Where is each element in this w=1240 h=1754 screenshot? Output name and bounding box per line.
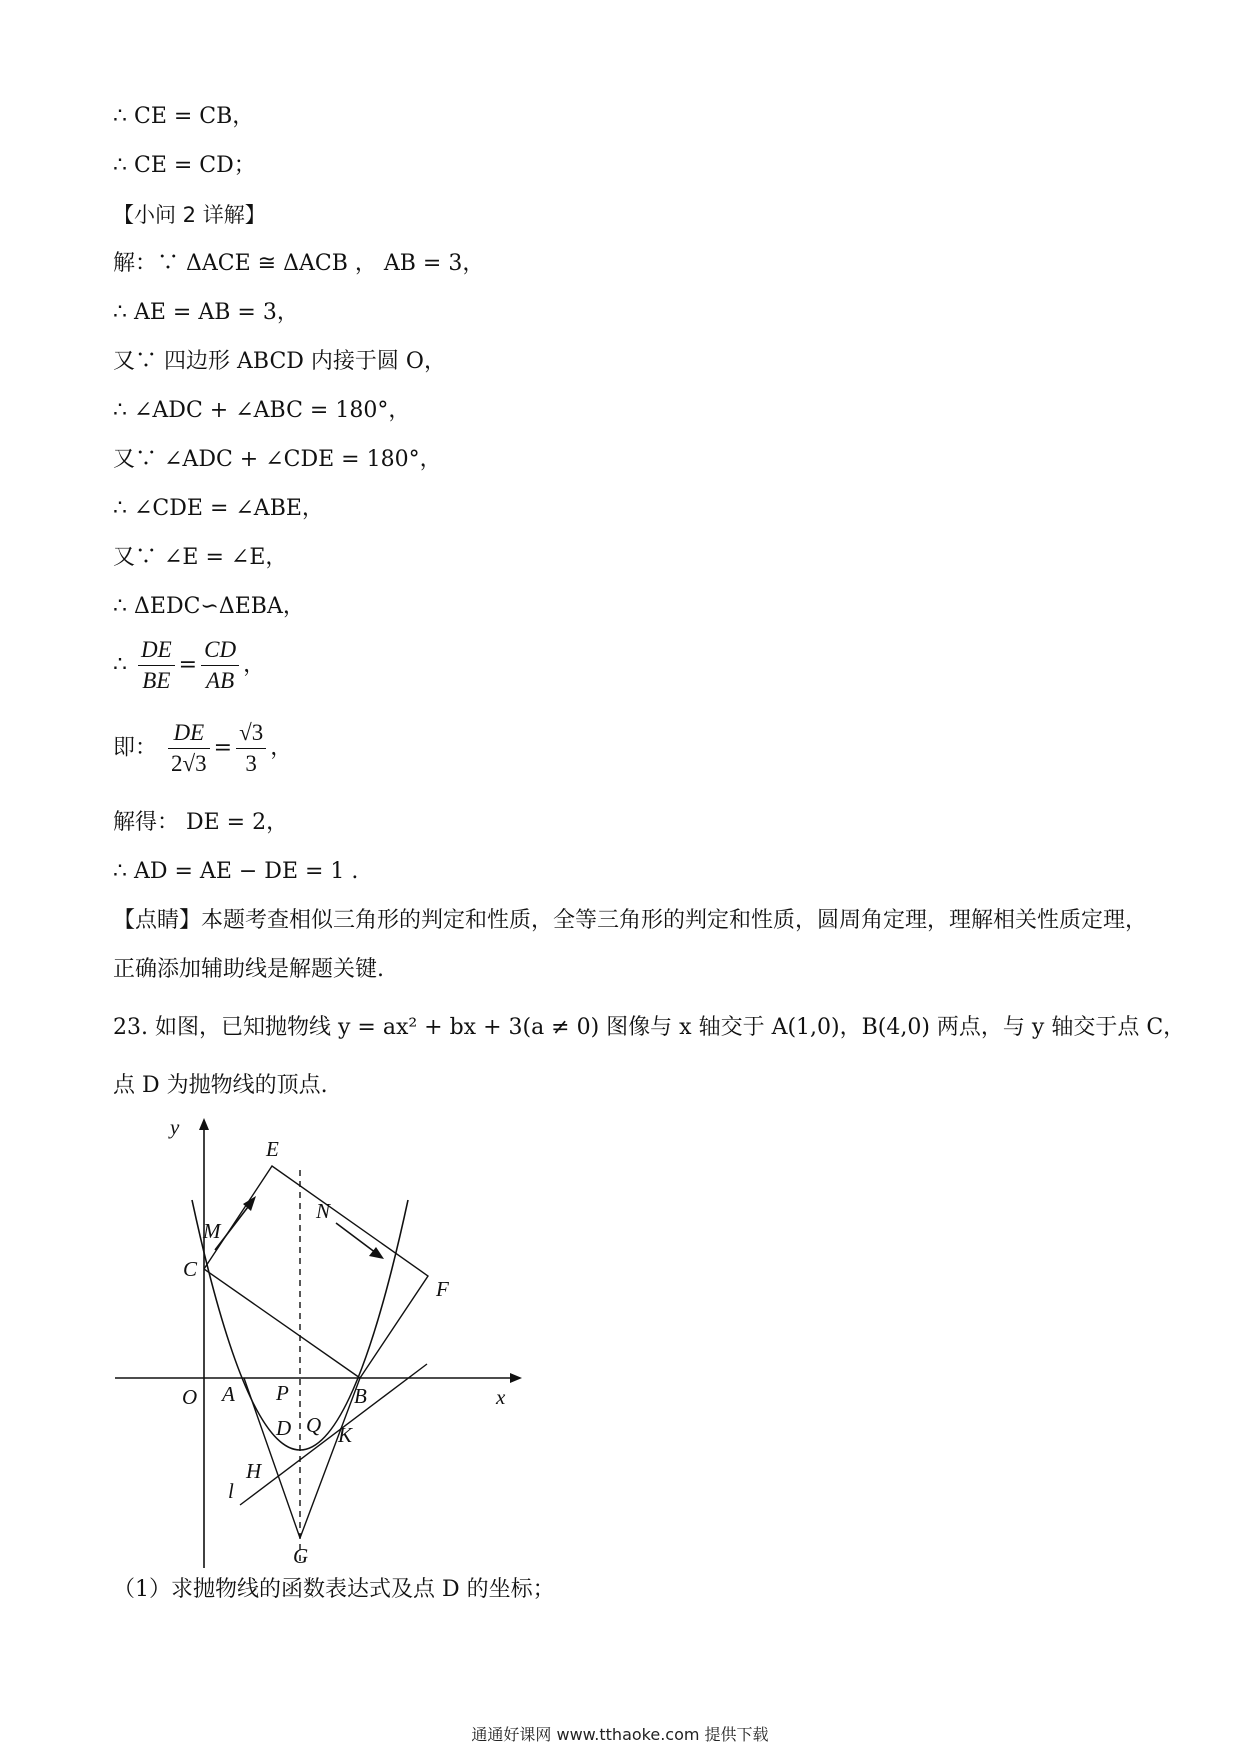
fraction-prefix: 即：: [113, 735, 158, 761]
fraction-numerator: CD: [201, 635, 239, 666]
fraction-denominator: AB: [206, 668, 235, 693]
segment-cb: [204, 1269, 360, 1378]
line-question-1: （1）求抛物线的函数表达式及点 D 的坐标；: [113, 1577, 555, 1602]
label-f: F: [436, 1277, 449, 1301]
line-solve-de: 解得： DE = 2，: [113, 810, 289, 835]
fraction-suffix: ，: [270, 735, 293, 761]
equals-sign: =: [213, 735, 233, 761]
line-comment-1: 【点睛】本题考查相似三角形的判定和性质，全等三角形的判定和性质，圆周角定理，理解相关性质定理，: [113, 908, 1148, 933]
fraction-denominator: 2√3: [171, 751, 207, 776]
line-problem-23: 23. 如图，已知抛物线 y = ax² + bx + 3(a ≠ 0) 图像与 x 轴交于 A(1,0)，B(4,0) 两点，与 y 轴交于点 C，: [113, 1015, 1186, 1040]
label-c: C: [183, 1257, 198, 1281]
fraction-denominator: 3: [245, 751, 257, 776]
fraction-root3-3: [236, 718, 266, 779]
fraction-numerator: √3: [236, 718, 266, 749]
label-m: M: [203, 1219, 221, 1243]
square-cefb: [204, 1166, 428, 1378]
line-problem-23-cont: 点 D 为抛物线的顶点.: [113, 1073, 328, 1098]
label-l: l: [228, 1479, 234, 1503]
line-common-angle: 又∵ ∠E = ∠E，: [113, 545, 288, 570]
label-h: H: [246, 1459, 262, 1483]
line-ce-cb: ∴ CE = CB，: [113, 104, 255, 129]
fraction-numerator: DE: [168, 718, 210, 749]
label-d: D: [276, 1416, 292, 1440]
fraction-line-2: [113, 718, 292, 779]
fraction-cd-ab: [201, 635, 239, 696]
fraction-de-be: [138, 635, 175, 696]
arrow-n-shaft: [336, 1223, 376, 1253]
line-angle-sum-2: 又∵ ∠ADC + ∠CDE = 180°，: [113, 447, 442, 472]
parabola-figure: [110, 1110, 530, 1570]
segment-ag: [244, 1378, 300, 1538]
label-o: O: [182, 1385, 198, 1409]
label-y: y: [170, 1115, 180, 1139]
line-congruent: 解：∵ ΔACE ≅ ΔACB ， AB = 3，: [113, 251, 485, 276]
y-axis-arrow: [199, 1118, 209, 1130]
line-similar: ∴ ΔEDC∽ΔEBA，: [113, 594, 305, 619]
fraction-de-2root3: [168, 718, 210, 779]
arrow-m-head: [243, 1196, 256, 1211]
label-n: N: [316, 1199, 331, 1223]
label-p: P: [276, 1381, 289, 1405]
label-q: Q: [306, 1413, 322, 1437]
footer-watermark: 通通好课网 www.tthaoke.com 提供下载: [471, 1725, 769, 1744]
line-ae-ab: ∴ AE = AB = 3，: [113, 300, 299, 325]
line-ad-result: ∴ AD = AE − DE = 1 .: [113, 859, 359, 884]
line-ce-cd: ∴ CE = CD；: [113, 153, 256, 178]
line-angle-sum-1: ∴ ∠ADC + ∠ABC = 180°，: [113, 398, 411, 423]
line-l: [240, 1364, 427, 1505]
fraction-numerator: DE: [138, 635, 175, 666]
line-angle-equal: ∴ ∠CDE = ∠ABE，: [113, 496, 324, 521]
segment-bg: [300, 1378, 360, 1538]
label-k: K: [338, 1423, 353, 1447]
fraction-line-1: [113, 635, 265, 696]
fraction-suffix: ，: [243, 652, 266, 678]
label-a: A: [222, 1382, 235, 1406]
fraction-denominator: BE: [142, 668, 171, 693]
label-e: E: [266, 1137, 279, 1161]
label-b: B: [354, 1384, 367, 1408]
section-heading-q2: 【小问 2 详解】: [113, 203, 266, 227]
label-g: G: [293, 1544, 309, 1568]
x-axis-arrow: [510, 1373, 522, 1383]
line-comment-2: 正确添加辅助线是解题关键.: [113, 957, 384, 982]
equals-sign: =: [178, 652, 198, 678]
label-x: x: [496, 1385, 506, 1409]
fraction-prefix: ∴: [113, 652, 127, 678]
line-inscribed: 又∵ 四边形 ABCD 内接于圆 O，: [113, 349, 446, 374]
